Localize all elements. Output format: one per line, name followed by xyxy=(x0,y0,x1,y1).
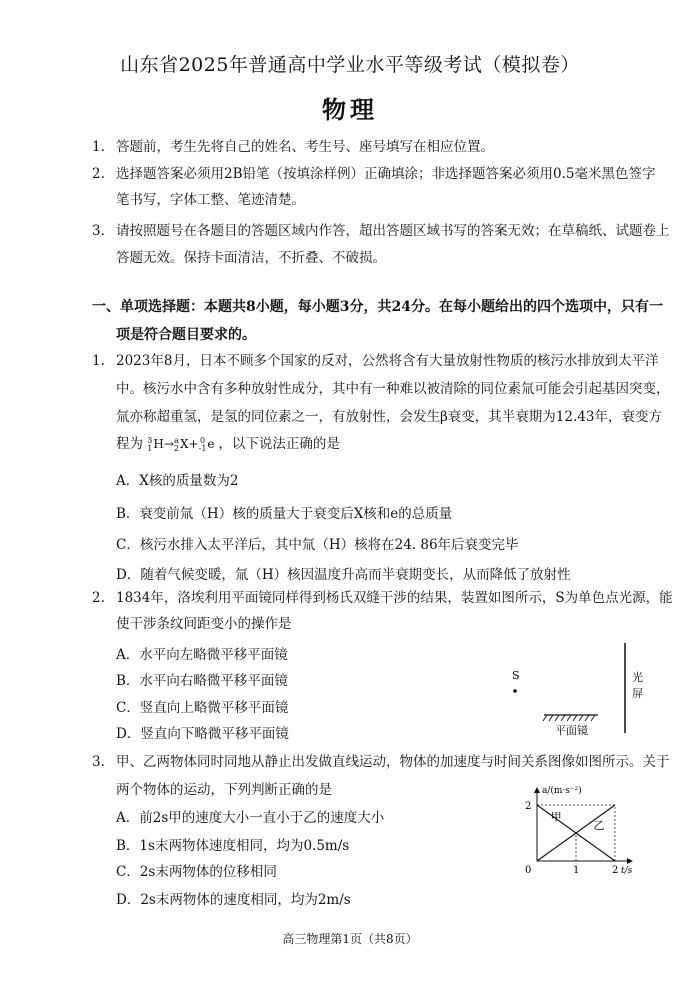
option-label: C． xyxy=(116,700,140,716)
light-screen-label-2: 屏 xyxy=(632,687,643,700)
question-1-option-d xyxy=(116,563,571,583)
option-label: B． xyxy=(116,673,140,689)
mirror-label: 平面镜 xyxy=(555,724,588,737)
x-tick-label-origin: 0 xyxy=(525,865,532,876)
question-1-option-b xyxy=(116,502,452,522)
question-3-option-d xyxy=(116,888,351,908)
option-text: 核污水排入太平洋后，其中氚（H）核将在24. 86年后衰变完毕 xyxy=(139,537,519,553)
question-2-option-b xyxy=(116,669,288,689)
acceleration-time-chart xyxy=(515,785,655,885)
option-label: A． xyxy=(116,473,140,489)
instruction-2-text: 选择题答案必须用2B铅笔（按填涂样例）正确填涂；非选择题答案必须用0.5毫米黑色签字 xyxy=(116,166,656,182)
question-1-option-c xyxy=(116,533,519,553)
equation-prefix: 程为 xyxy=(116,436,143,452)
question-2-option-d xyxy=(116,722,289,742)
lloyd-mirror-figure xyxy=(500,635,660,745)
option-text: X核的质量数为2 xyxy=(139,473,239,489)
option-label: C． xyxy=(116,537,140,553)
page-footer: 高三物理第1页（共8页） xyxy=(282,932,418,946)
question-3-option-a xyxy=(116,806,384,826)
option-label: C． xyxy=(116,864,140,880)
question-2-text-line-2: 使干涉条纹间距变小的操作是 xyxy=(116,616,292,632)
question-3-text-line-1: 甲、乙两物体同时同地从静止出发做直线运动，物体的加速度与时间关系图像如图所示。关于 xyxy=(116,754,670,770)
option-label: A． xyxy=(116,810,140,826)
x-tick-label-2: 2 xyxy=(612,865,619,876)
option-text: 竖直向上略微平移平面镜 xyxy=(139,700,289,716)
question-3-text-line-2: 两个物体的运动，下列判断正确的是 xyxy=(116,782,332,798)
option-label: D． xyxy=(116,726,141,742)
question-1-equation-line xyxy=(116,434,340,454)
mirror-hatching xyxy=(543,715,595,721)
question-2-option-a xyxy=(116,643,288,663)
option-label: D． xyxy=(116,892,141,908)
option-label: B． xyxy=(116,506,140,522)
subject-title: 物理 xyxy=(322,95,378,124)
option-text: 前2s甲的速度大小一直小于乙的速度大小 xyxy=(139,810,385,826)
section-heading-continued: 项是符合题目要求的。 xyxy=(116,327,256,343)
decay-equation: 3 1 H→ a 2 X+ 0 -1 e xyxy=(147,435,219,453)
question-1-text-line-3: 氚亦称超重氢，是氢的同位素之一，有放射性，会发生β衰变，其半衰期为12.43年，衰变方 xyxy=(116,409,662,425)
light-screen-label-1: 光 xyxy=(632,671,643,684)
question-3-option-b xyxy=(116,834,349,854)
y-axis-label: a/(m·s⁻²) xyxy=(542,786,582,796)
option-text: 2s末两物体的位移相同 xyxy=(139,864,277,880)
series-label-jia: 甲 xyxy=(550,810,562,824)
instruction-2-number: 2. xyxy=(92,166,105,182)
option-text: 水平向左略微平移平面镜 xyxy=(139,647,288,663)
option-text: 随着气候变暖，氚（H）核因温度升高而半衰期变长，从而降低了放射性 xyxy=(140,567,571,583)
question-2-text-line-1: 1834年，洛埃利用平面镜同样得到杨氏双缝干涉的结果，装置如图所示，S为单色点光源，能 xyxy=(116,590,673,606)
exam-title: 山东省2025年普通高中学业水平等级考试（模拟卷） xyxy=(120,54,580,76)
question-1-text-line-2: 中。核污水中含有多种放射性成分，其中有一种难以被清除的同位素氚可能会引起基因突变， xyxy=(116,381,670,397)
question-1-option-a xyxy=(116,469,238,489)
option-text: 1s末两物体速度相同，均为0.5m/s xyxy=(139,838,350,854)
y-tick-label: 2 xyxy=(525,801,532,812)
x-tick-label-1: 1 xyxy=(573,865,580,876)
series-label-yi: 乙 xyxy=(593,818,605,832)
equation-suffix: ，以下说法正确的是 xyxy=(218,436,340,452)
y-axis-arrow xyxy=(534,787,540,793)
instruction-1-number: 1. xyxy=(92,139,105,155)
question-3-number: 3. xyxy=(92,754,105,770)
instruction-3-number: 3. xyxy=(92,223,105,239)
x-axis-arrow xyxy=(627,858,633,864)
option-label: B． xyxy=(116,838,140,854)
instruction-2-text-continued: 笔书写，字体工整、笔迹清楚。 xyxy=(116,192,305,208)
option-text: 2s末两物体的速度相同，均为2m/s xyxy=(140,892,351,908)
option-text: 竖直向下略微平移平面镜 xyxy=(140,726,289,742)
section-heading: 一、单项选择题：本题共8小题，每小题3分，共24分。在每小题给出的四个选项中，只有一 xyxy=(92,299,663,315)
option-label: D． xyxy=(116,567,141,583)
instruction-1-text: 答题前，考生先将自己的姓名、考生号、座号填写在相应位置。 xyxy=(116,139,494,155)
instruction-3-text-continued: 答题无效。保持卡面清洁，不折叠、不破损。 xyxy=(116,250,386,266)
question-1-number: 1. xyxy=(92,353,105,369)
question-2-option-c xyxy=(116,696,288,716)
question-1-text-line-1: 2023年8月，日本不顾多个国家的反对，公然将含有大量放射性物质的核污水排放到太平洋 xyxy=(116,353,659,369)
point-source-dot xyxy=(513,689,517,693)
option-text: 水平向右略微平移平面镜 xyxy=(139,673,288,689)
question-2-number: 2. xyxy=(92,590,105,606)
question-3-option-c xyxy=(116,860,277,880)
source-label: S xyxy=(512,669,520,682)
x-axis-label: t/s xyxy=(621,866,633,876)
option-text: 衰变前氚（H）核的质量大于衰变后X核和e的总质量 xyxy=(139,506,453,522)
option-label: A． xyxy=(116,647,140,663)
instruction-3-text: 请按照题号在各题目的答题区域内作答，超出答题区域书写的答案无效；在草稿纸、试题卷上 xyxy=(116,223,670,239)
